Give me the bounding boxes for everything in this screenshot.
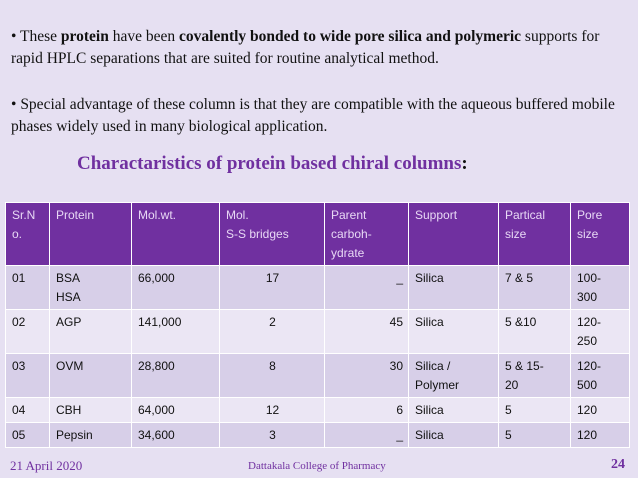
table-row xyxy=(6,423,630,448)
bullet-special-advantage xyxy=(11,94,626,138)
table-cell-protein xyxy=(50,354,132,398)
column-header xyxy=(220,203,325,266)
bullet-marker: • xyxy=(11,28,17,45)
cell-line: 5 & 15- xyxy=(505,359,544,373)
table-row xyxy=(6,310,630,354)
bullet-bold-text: covalently bonded to wide pore silica and polymeric xyxy=(179,28,522,45)
heading-colon: : xyxy=(461,153,468,174)
table-cell-partical xyxy=(499,354,571,398)
table-cell-protein xyxy=(50,266,132,310)
cell-line: 300 xyxy=(577,290,598,304)
bullet-protein-bonding xyxy=(11,26,626,70)
cell-line: 120- xyxy=(577,359,602,373)
cell-line: 120 xyxy=(577,428,598,442)
table-cell-molwt: 66,000 xyxy=(132,266,220,310)
table-cell-support xyxy=(409,398,499,423)
table-cell-parent: _ xyxy=(325,423,409,448)
bullet-text: have been xyxy=(108,28,180,45)
page-number: 24 xyxy=(611,457,625,472)
table-cell-ss: 17 xyxy=(220,266,325,310)
bullet-bold-text: protein xyxy=(60,28,109,45)
cell-line: 5 xyxy=(505,403,512,417)
bullet-text: supports for rapid HPLC separations that are suited for routine analytical method. xyxy=(11,28,600,67)
cell-line: Silica xyxy=(415,315,444,329)
table-cell-support xyxy=(409,354,499,398)
cell-line: Polymer xyxy=(415,378,460,392)
table-cell-ss: 2 xyxy=(220,310,325,354)
table-cell-pore xyxy=(571,310,630,354)
table-cell-parent: 30 xyxy=(325,354,409,398)
column-header xyxy=(132,203,220,266)
cell-line: 120- xyxy=(577,315,602,329)
column-header xyxy=(499,203,571,266)
cell-line: Silica xyxy=(415,403,444,417)
table-row xyxy=(6,398,630,423)
cell-line: 5 xyxy=(505,428,512,442)
cell-line: size xyxy=(577,227,599,241)
cell-line: HSA xyxy=(56,290,81,304)
heading-text: Charactaristics of protein based chiral columns xyxy=(77,153,462,174)
cell-line: Mol. xyxy=(226,208,249,222)
cell-line: size xyxy=(505,227,527,241)
cell-line: carboh- xyxy=(331,227,372,241)
table-cell-molwt: 28,800 xyxy=(132,354,220,398)
cell-line: Parent xyxy=(331,208,367,222)
bullet-marker: • xyxy=(11,96,17,113)
cell-line: AGP xyxy=(56,315,82,329)
table-cell-molwt: 64,000 xyxy=(132,398,220,423)
cell-line: 7 & 5 xyxy=(505,271,534,285)
table-cell-pore xyxy=(571,266,630,310)
cell-line: Protein xyxy=(56,208,95,222)
cell-line: Partical xyxy=(505,208,546,222)
cell-line: Silica / xyxy=(415,359,451,373)
table-cell-support xyxy=(409,266,499,310)
cell-line: 500 xyxy=(577,378,598,392)
cell-line: Pore xyxy=(577,208,603,222)
table-cell-sr: 01 xyxy=(6,266,50,310)
cell-line: o. xyxy=(12,227,23,241)
table-cell-sr: 02 xyxy=(6,310,50,354)
table-header-row xyxy=(6,203,630,266)
cell-line: OVM xyxy=(56,359,84,373)
table-cell-protein xyxy=(50,398,132,423)
table-body xyxy=(6,266,630,448)
cell-line: Support xyxy=(415,208,458,222)
cell-line: 20 xyxy=(505,378,519,392)
table-cell-support xyxy=(409,310,499,354)
bullet-text: These xyxy=(16,28,61,45)
chiral-columns-table xyxy=(5,202,630,448)
table-cell-sr: 05 xyxy=(6,423,50,448)
table-cell-ss: 3 xyxy=(220,423,325,448)
cell-line: S-S bridges xyxy=(226,227,289,241)
bullet-text: Special advantage of these column is that they are compatible with the aqueous buffered mobile phases widely used in many biological application. xyxy=(11,96,615,135)
column-header xyxy=(6,203,50,266)
cell-line: 5 &10 xyxy=(505,315,537,329)
table-cell-ss: 12 xyxy=(220,398,325,423)
table-cell-partical xyxy=(499,398,571,423)
table-cell-molwt: 34,600 xyxy=(132,423,220,448)
table-cell-pore xyxy=(571,423,630,448)
table-row xyxy=(6,354,630,398)
footer-organization: Dattakala College of Pharmacy xyxy=(248,460,386,472)
cell-line: Pepsin xyxy=(56,428,93,442)
cell-line: 250 xyxy=(577,334,598,348)
cell-line: Sr.N xyxy=(12,208,36,222)
table-cell-parent: 45 xyxy=(325,310,409,354)
cell-line: ydrate xyxy=(331,246,365,260)
cell-line: Silica xyxy=(415,271,444,285)
table-cell-protein xyxy=(50,310,132,354)
table-cell-protein xyxy=(50,423,132,448)
cell-line: 120 xyxy=(577,403,598,417)
table-cell-molwt: 141,000 xyxy=(132,310,220,354)
table-row xyxy=(6,266,630,310)
cell-line: 100- xyxy=(577,271,602,285)
table-cell-partical xyxy=(499,423,571,448)
footer-date: 21 April 2020 xyxy=(10,458,83,473)
table-cell-ss: 8 xyxy=(220,354,325,398)
cell-line: Silica xyxy=(415,428,444,442)
table-cell-parent: 6 xyxy=(325,398,409,423)
column-header xyxy=(571,203,630,266)
cell-line: BSA xyxy=(56,271,81,285)
table-cell-support xyxy=(409,423,499,448)
table-cell-parent: _ xyxy=(325,266,409,310)
table-cell-partical xyxy=(499,310,571,354)
column-header xyxy=(409,203,499,266)
column-header xyxy=(50,203,132,266)
table-cell-pore xyxy=(571,398,630,423)
slide-heading xyxy=(77,153,468,175)
column-header xyxy=(325,203,409,266)
cell-line: CBH xyxy=(56,403,82,417)
table-cell-pore xyxy=(571,354,630,398)
cell-line: Mol.wt. xyxy=(138,208,177,222)
table-cell-sr: 04 xyxy=(6,398,50,423)
table-cell-partical xyxy=(499,266,571,310)
table-cell-sr: 03 xyxy=(6,354,50,398)
